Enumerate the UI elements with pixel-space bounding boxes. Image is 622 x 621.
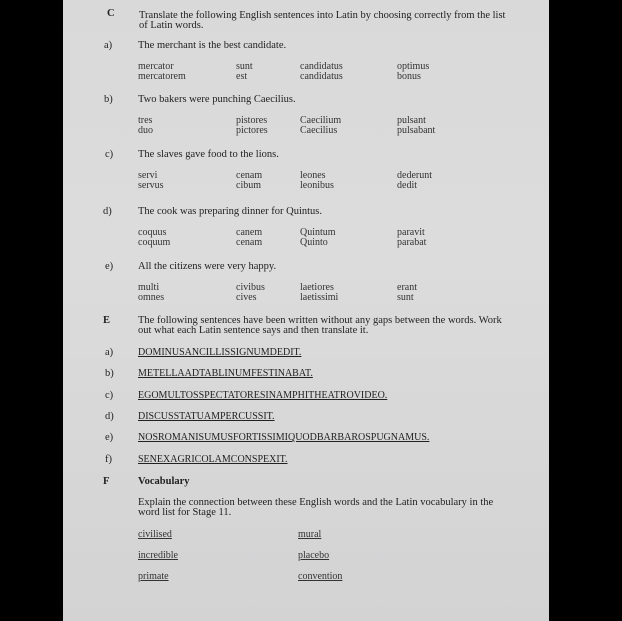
question-label: a): [105, 347, 114, 358]
section-c-letter: C: [107, 8, 115, 19]
section-c-instruction-line1: Translate the following English sentences into Latin by choosing correctly from the list: [139, 10, 506, 21]
latin-word-option: omnes: [138, 292, 165, 303]
latin-word-option: mercatorem: [138, 71, 186, 82]
latin-word-option: tres: [138, 115, 153, 126]
latin-word-option: laetiores: [300, 282, 334, 293]
section-e-letter: E: [103, 315, 111, 326]
latin-word-option: coquus: [138, 227, 167, 238]
section-f-letter: F: [103, 476, 110, 487]
question-label: f): [105, 454, 112, 465]
english-sentence: The merchant is the best candidate.: [138, 40, 287, 51]
question-label: c): [105, 390, 114, 401]
english-sentence: All the citizens were very happy.: [138, 261, 277, 272]
latin-word-option: servi: [138, 170, 158, 181]
latin-word-option: pulsant: [397, 115, 426, 126]
latin-word-option: pictores: [236, 125, 268, 136]
question-label: d): [103, 206, 112, 217]
latin-word-option: cenam: [236, 170, 263, 181]
latin-word-option: pistores: [236, 115, 268, 126]
latin-word-option: candidatus: [300, 71, 343, 82]
latin-sentence-no-gaps: EGOMULTOSSPECTATORESINAMPHITHEATROVIDEO.: [138, 390, 388, 401]
latin-word-option: dedit: [397, 180, 417, 191]
latin-word-option: coquum: [138, 237, 171, 248]
english-vocab-word: incredible: [138, 550, 178, 561]
question-label: b): [105, 368, 114, 379]
question-label: c): [105, 149, 114, 160]
latin-word-option: Caecilius: [300, 125, 338, 136]
question-label: e): [105, 261, 114, 272]
latin-word-option: est: [236, 71, 248, 82]
latin-word-option: sunt: [236, 61, 253, 72]
latin-word-option: Quintum: [300, 227, 336, 238]
english-vocab-word: primate: [138, 571, 169, 582]
latin-word-option: pulsabant: [397, 125, 436, 136]
latin-word-option: laetissimi: [300, 292, 339, 303]
english-vocab-word: convention: [298, 571, 343, 582]
latin-word-option: Caecilium: [300, 115, 342, 126]
latin-word-option: servus: [138, 180, 164, 191]
english-sentence: Two bakers were punching Caecilius.: [138, 94, 296, 105]
latin-word-option: erant: [397, 282, 417, 293]
latin-sentence-no-gaps: DOMINUSANCILLISSIGNUMDEDIT.: [138, 347, 302, 358]
section-e-instruction-line2: out what each Latin sentence says and then translate it.: [138, 325, 369, 336]
latin-sentence-no-gaps: SENEXAGRICOLAMCONSPEXIT.: [138, 454, 288, 465]
latin-word-option: parabat: [397, 237, 427, 248]
latin-word-option: paravit: [397, 227, 425, 238]
section-f-heading: Vocabulary: [138, 476, 190, 487]
english-sentence: The slaves gave food to the lions.: [138, 149, 279, 160]
latin-word-option: civibus: [236, 282, 265, 293]
latin-word-option: leonibus: [300, 180, 334, 191]
section-e-instruction-line1: The following sentences have been written without any gaps between the words. Work: [138, 315, 502, 326]
worksheet-page: [63, 0, 549, 621]
latin-word-option: optimus: [397, 61, 430, 72]
latin-word-option: bonus: [397, 71, 421, 82]
latin-word-option: multi: [138, 282, 160, 293]
question-label: b): [104, 94, 113, 105]
question-label: d): [105, 411, 114, 422]
english-vocab-word: placebo: [298, 550, 330, 561]
question-label: a): [104, 40, 113, 51]
section-f-instruction-line1: Explain the connection between these English words and the Latin vocabulary in the: [138, 497, 494, 508]
latin-word-option: mercator: [138, 61, 174, 72]
question-label: e): [105, 432, 114, 443]
latin-word-option: duo: [138, 125, 153, 136]
latin-word-option: cives: [236, 292, 257, 303]
english-vocab-word: civilised: [138, 529, 172, 540]
section-c-instruction-line2: of Latin words.: [139, 20, 204, 31]
latin-sentence-no-gaps: DISCUSSTATUAMPERCUSSIT.: [138, 411, 275, 422]
latin-word-option: cenam: [236, 237, 263, 248]
latin-word-option: leones: [300, 170, 326, 181]
latin-word-option: cibum: [236, 180, 261, 191]
latin-word-option: Quinto: [300, 237, 328, 248]
latin-sentence-no-gaps: NOSROMANISUMUSFORTISSIMIQUODBARBAROSPUGNAMUS.: [138, 432, 430, 443]
latin-sentence-no-gaps: METELLAADTABLINUMFESTINABAT.: [138, 368, 313, 379]
english-vocab-word: mural: [298, 529, 322, 540]
english-sentence: The cook was preparing dinner for Quintus.: [138, 206, 322, 217]
latin-word-option: dederunt: [397, 170, 432, 181]
latin-word-option: canem: [236, 227, 263, 238]
latin-word-option: candidatus: [300, 61, 343, 72]
section-f-instruction-line2: word list for Stage 11.: [138, 507, 232, 518]
latin-word-option: sunt: [397, 292, 414, 303]
